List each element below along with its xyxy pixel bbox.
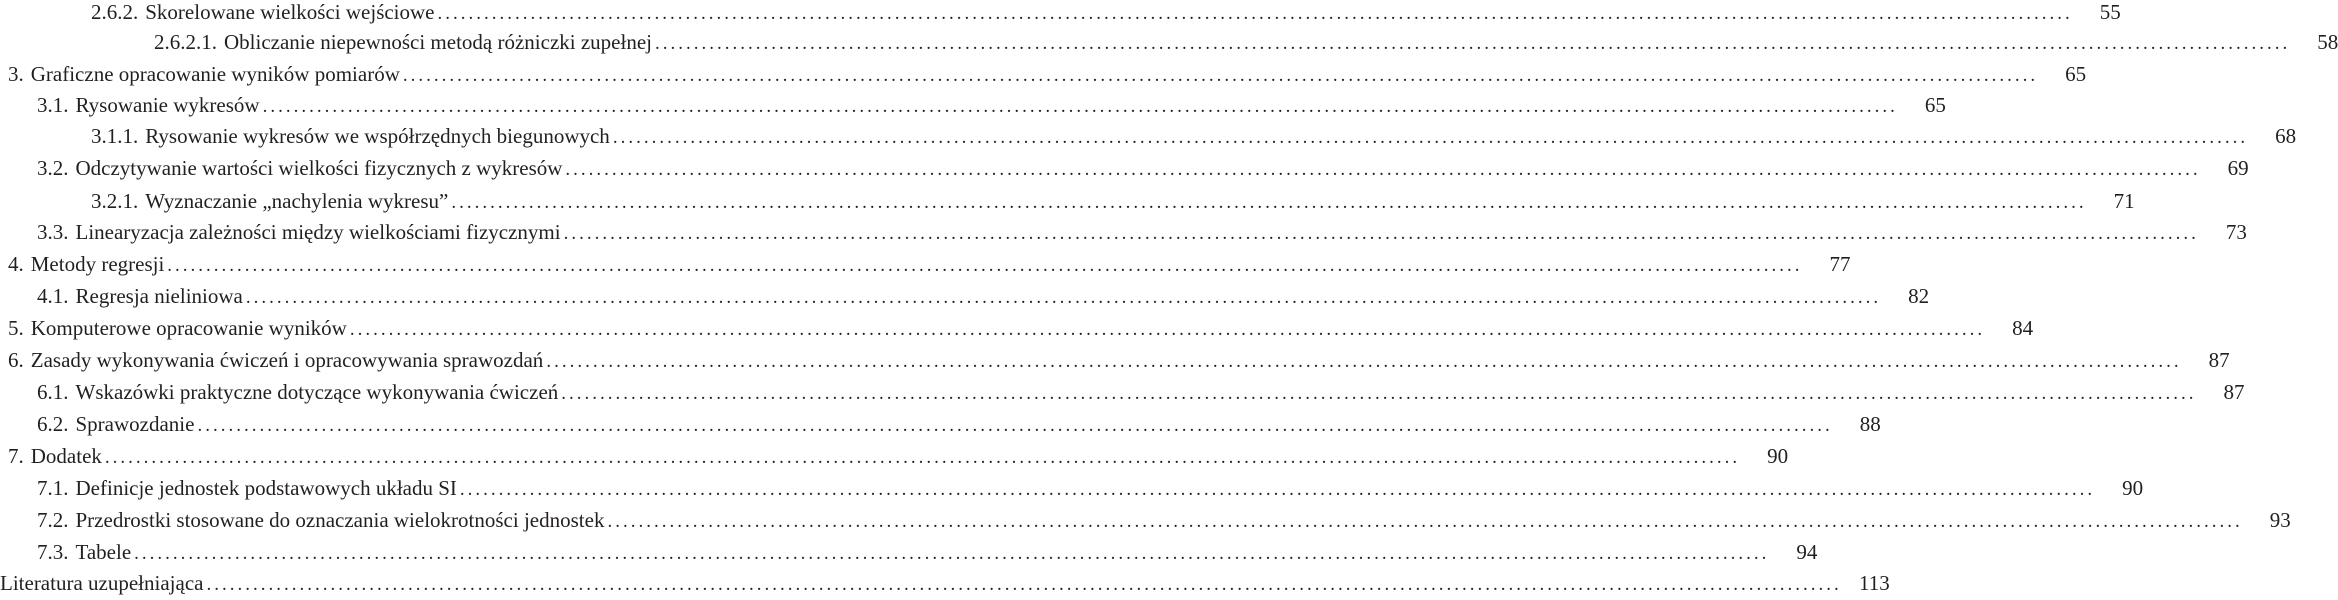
toc-entry-number: 3. bbox=[8, 62, 24, 86]
toc-entry-title: Sprawozdanie bbox=[75, 412, 195, 436]
toc-dot-leader: ................................................................................................................................................................................................................... bbox=[197, 415, 1833, 436]
toc-entry-page: 93 bbox=[2269, 508, 2291, 532]
toc-dot-leader: ................................................................................................................................................................................................................... bbox=[612, 127, 2249, 148]
toc-entry-page: 90 bbox=[2122, 476, 2144, 500]
toc-entry-title: Przedrostki stosowane do oznaczania wielokrotności jednostek bbox=[75, 508, 605, 532]
toc-entry-page: 73 bbox=[2225, 220, 2247, 244]
toc-dot-leader: ................................................................................................................................................................................................................... bbox=[561, 383, 2197, 404]
toc-entry-title: Rysowanie wykresów bbox=[75, 93, 260, 117]
toc-dot-leader: ................................................................................................................................................................................................................... bbox=[607, 511, 2243, 532]
toc-entry-page: 71 bbox=[2113, 189, 2135, 213]
toc-entry-title: Linearyzacja zależności między wielkościami fizycznymi bbox=[75, 220, 561, 244]
toc-entry-page: 94 bbox=[1796, 540, 1818, 564]
toc-entry-page: 77 bbox=[1829, 252, 1851, 276]
toc-entry[interactable] bbox=[37, 377, 2245, 407]
toc-entry-number: 3.3. bbox=[37, 220, 69, 244]
toc-entry-title: Obliczanie niepewności metodą różniczki zupełnej bbox=[224, 30, 652, 54]
toc-dot-leader: ................................................................................................................................................................................................................... bbox=[206, 574, 1842, 595]
toc-entry-number: 4.1. bbox=[37, 284, 69, 308]
toc-entry[interactable] bbox=[154, 27, 2338, 57]
toc-entry-title: Metody regresji bbox=[30, 252, 165, 276]
toc-entry-title: Skorelowane wielkości wejściowe bbox=[145, 0, 435, 24]
toc-entry[interactable] bbox=[8, 345, 2230, 375]
toc-entry-title: Komputerowe opracowanie wyników bbox=[30, 316, 347, 340]
toc-entry[interactable] bbox=[91, 121, 2297, 151]
toc-entry-number: 6.1. bbox=[37, 380, 69, 404]
toc-entry-number: 7.3. bbox=[37, 540, 69, 564]
toc-entry[interactable] bbox=[37, 90, 1946, 120]
toc-entry-number: 7.2. bbox=[37, 508, 69, 532]
toc-entry-page: 113 bbox=[1858, 571, 1890, 595]
toc-entry[interactable] bbox=[37, 473, 2144, 503]
toc-entry-page: 88 bbox=[1859, 412, 1881, 436]
toc-entry-number: 7. bbox=[8, 444, 24, 468]
toc-dot-leader: ................................................................................................................................................................................................................... bbox=[167, 255, 1803, 276]
toc-entry-page: 87 bbox=[2223, 380, 2245, 404]
toc-dot-leader: ................................................................................................................................................................................................................... bbox=[451, 192, 2087, 213]
toc-dot-leader: ................................................................................................................................................................................................................... bbox=[245, 287, 1882, 308]
toc-entry-page: 82 bbox=[1908, 284, 1930, 308]
toc-entry-number: 2.6.2.1. bbox=[154, 30, 217, 54]
toc-dot-leader: ................................................................................................................................................................................................................... bbox=[563, 223, 2199, 244]
toc-dot-leader: ................................................................................................................................................................................................................... bbox=[546, 351, 2182, 372]
toc-entry-title: Wskazówki praktyczne dotyczące wykonywania ćwiczeń bbox=[75, 380, 559, 404]
toc-dot-leader: ................................................................................................................................................................................................................... bbox=[104, 447, 1741, 468]
toc-dot-leader: ................................................................................................................................................................................................................... bbox=[655, 33, 2291, 54]
toc-entry-page: 87 bbox=[2208, 348, 2230, 372]
toc-entry-number: 2.6.2. bbox=[91, 0, 139, 24]
toc-entry-number: 6. bbox=[8, 348, 24, 372]
toc-entry-number: 3.2.1. bbox=[91, 189, 139, 213]
toc-entry[interactable] bbox=[37, 217, 2247, 247]
toc-entry-number: 7.1. bbox=[37, 476, 69, 500]
toc-entry-number: 4. bbox=[8, 252, 24, 276]
toc-entry[interactable] bbox=[0, 568, 1890, 598]
toc-entry-number: 3.1. bbox=[37, 93, 69, 117]
toc-entry[interactable] bbox=[37, 153, 2249, 183]
toc-entry[interactable] bbox=[37, 409, 1881, 439]
toc-entry[interactable] bbox=[91, 0, 2121, 27]
toc-entry-number: 6.2. bbox=[37, 412, 69, 436]
toc-entry[interactable] bbox=[8, 441, 1789, 471]
toc-entry-title: Zasady wykonywania ćwiczeń i opracowywania sprawozdań bbox=[30, 348, 544, 372]
toc-dot-leader: ................................................................................................................................................................................................................... bbox=[262, 96, 1898, 117]
toc-entry[interactable] bbox=[8, 313, 2034, 343]
toc-entry-title: Graficzne opracowanie wyników pomiarów bbox=[30, 62, 400, 86]
toc-entry-title: Regresja nieliniowa bbox=[75, 284, 243, 308]
toc-dot-leader: ................................................................................................................................................................................................................... bbox=[459, 479, 2096, 500]
toc-entry-number: 5. bbox=[8, 316, 24, 340]
toc-entry-page: 55 bbox=[2099, 0, 2121, 24]
toc-dot-leader: ................................................................................................................................................................................................................... bbox=[402, 65, 2039, 86]
toc-entry-title: Dodatek bbox=[30, 444, 102, 468]
toc-entry[interactable] bbox=[37, 281, 1930, 311]
toc-entry-page: 65 bbox=[2065, 62, 2087, 86]
toc-dot-leader: ................................................................................................................................................................................................................... bbox=[349, 319, 1986, 340]
toc-entry[interactable] bbox=[8, 249, 1851, 279]
toc-entry-title: Definicje jednostek podstawowych układu SI bbox=[75, 476, 457, 500]
toc-entry[interactable] bbox=[37, 505, 2291, 535]
toc-entry-title: Literatura uzupełniająca bbox=[0, 571, 204, 595]
toc-entry-page: 84 bbox=[2012, 316, 2034, 340]
toc-entry-page: 68 bbox=[2275, 124, 2297, 148]
toc-dot-leader: ................................................................................................................................................................................................................... bbox=[134, 543, 1770, 564]
toc-entry-page: 65 bbox=[1924, 93, 1946, 117]
toc-dot-leader: ................................................................................................................................................................................................................... bbox=[437, 3, 2073, 24]
toc-entry-page: 69 bbox=[2227, 156, 2249, 180]
toc-entry-page: 58 bbox=[2317, 30, 2338, 54]
toc-entry-title: Odczytywanie wartości wielkości fizycznych z wykresów bbox=[75, 156, 563, 180]
toc-entry-title: Rysowanie wykresów we współrzędnych biegunowych bbox=[145, 124, 610, 148]
toc-entry-page: 90 bbox=[1767, 444, 1789, 468]
toc-entry[interactable] bbox=[8, 59, 2087, 89]
toc-entry-title: Tabele bbox=[75, 540, 132, 564]
toc-entry-number: 3.1.1. bbox=[91, 124, 139, 148]
toc-entry[interactable] bbox=[37, 537, 1818, 567]
toc-entry[interactable] bbox=[91, 186, 2135, 216]
toc-entry-number: 3.2. bbox=[37, 156, 69, 180]
toc-dot-leader: ................................................................................................................................................................................................................... bbox=[565, 159, 2201, 180]
toc-entry-title: Wyznaczanie „nachylenia wykresu” bbox=[145, 189, 449, 213]
